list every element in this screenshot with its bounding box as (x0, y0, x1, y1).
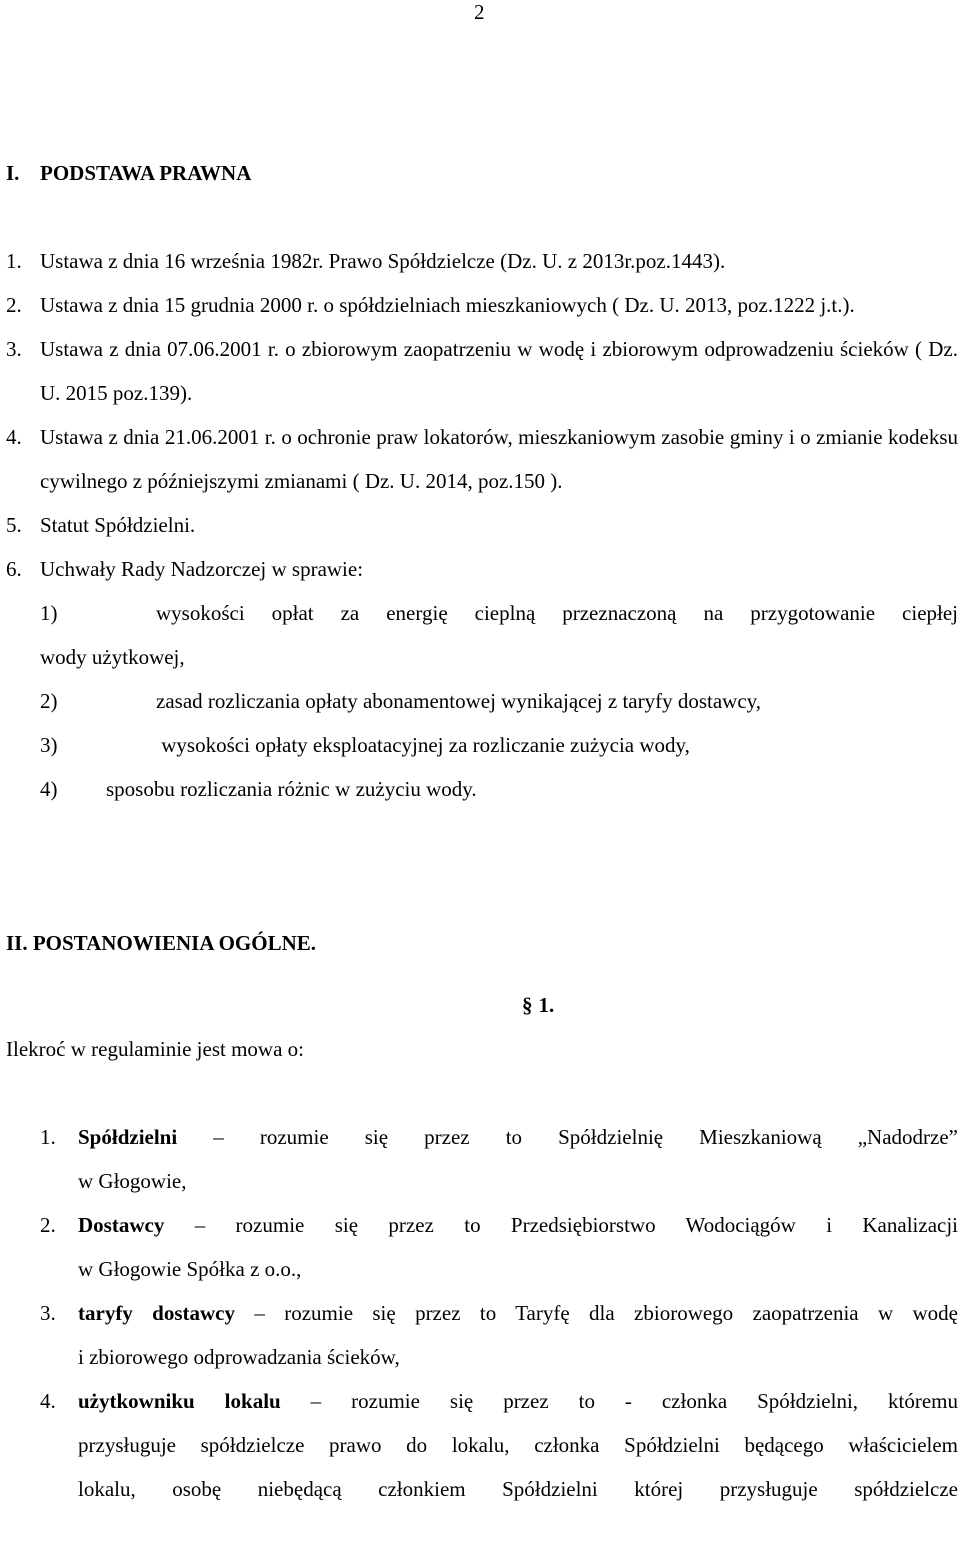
definition-item: 4. użytkowniku lokalu – rozumie się przez to - członka Spółdzielni, któremu (40, 1389, 958, 1413)
legal-basis-list (6, 239, 958, 811)
definition-continuation: lokalu, osobę niebędącą członkiem Spółdzielni której przysługuje spółdzielcze (78, 1477, 958, 1501)
definition-term: użytkowniku lokalu (78, 1389, 281, 1413)
sub-list-item: 3) wysokości opłaty eksploatacyjnej za rozliczanie zużycia wody, (40, 733, 690, 757)
list-item: 3. Ustawa z dnia 07.06.2001 r. o zbiorowym zaopatrzeniu w wodę i zbiorowym odprowadzeniu ścieków ( Dz. U. 2015 poz.139). (6, 337, 958, 405)
definition-continuation: przysługuje spółdzielcze prawo do lokalu, członka Spółdzielni będącego właścicielem (78, 1433, 958, 1457)
definitions-list (6, 1115, 958, 1511)
document-body (6, 151, 958, 1511)
definition-term: Dostawcy (78, 1213, 165, 1237)
section-2-heading: II. POSTANOWIENIA OGÓLNE. (6, 931, 317, 955)
definition-item: 2. Dostawcy – rozumie się przez to Przedsiębiorstwo Wodociągów i Kanalizacji (40, 1213, 958, 1237)
paragraph-number: 1. (538, 993, 555, 1017)
sub-list-item: 2) zasad rozliczania opłaty abonamentowej wynikającej z taryfy dostawcy, (40, 689, 762, 713)
definition-term: Spółdzielni (78, 1125, 178, 1149)
definition-item: 3. taryfy dostawcy – rozumie się przez to Taryfę dla zbiorowego zaopatrzenia w wodę (40, 1301, 958, 1325)
sub-list-item-continuation: wody użytkowej, (40, 645, 185, 669)
definition-continuation: w Głogowie Spółka z o.o., (78, 1257, 302, 1281)
page-number: 2 (474, 0, 485, 24)
section-1-heading (6, 151, 958, 195)
definition-item: 1. Spółdzielni – rozumie się przez to Spółdzielnię Mieszkaniową „Nadodrze” (40, 1125, 958, 1149)
list-item: 2. Ustawa z dnia 15 grudnia 2000 r. o spółdzielniach mieszkaniowych ( Dz. U. 2013, poz.1222 j.t.). (6, 293, 855, 317)
section-sign: § (522, 993, 533, 1017)
paragraph-mark (6, 983, 958, 1027)
section-1-number: I. (6, 161, 20, 185)
list-item: 5. Statut Spółdzielni. (6, 513, 196, 537)
definition-continuation: i zbiorowego odprowadzania ścieków, (78, 1345, 400, 1369)
list-item: 1. Ustawa z dnia 16 września 1982r. Prawo Spółdzielcze (Dz. U. z 2013r.poz.1443). (6, 249, 726, 273)
list-item: 6. Uchwały Rady Nadzorczej w sprawie: (6, 557, 364, 581)
section-1-title: PODSTAWA PRAWNA (40, 161, 252, 185)
sub-list-item: 1) wysokości opłat za energię cieplną przeznaczoną na przygotowanie ciepłej (40, 601, 958, 625)
definitions-intro: Ilekroć w regulaminie jest mowa o: (6, 1037, 304, 1061)
definition-continuation: w Głogowie, (78, 1169, 187, 1193)
sub-list-item: 4) sposobu rozliczania różnic w zużyciu wody. (40, 777, 477, 801)
definition-term: taryfy dostawcy (78, 1301, 235, 1325)
list-item: 4. Ustawa z dnia 21.06.2001 r. o ochronie praw lokatorów, mieszkaniowym zasobie gminy i o zmianie kodeksu cywilnego z późniejszymi zmianami ( Dz. U. 2014, poz.150 ). (6, 425, 958, 493)
